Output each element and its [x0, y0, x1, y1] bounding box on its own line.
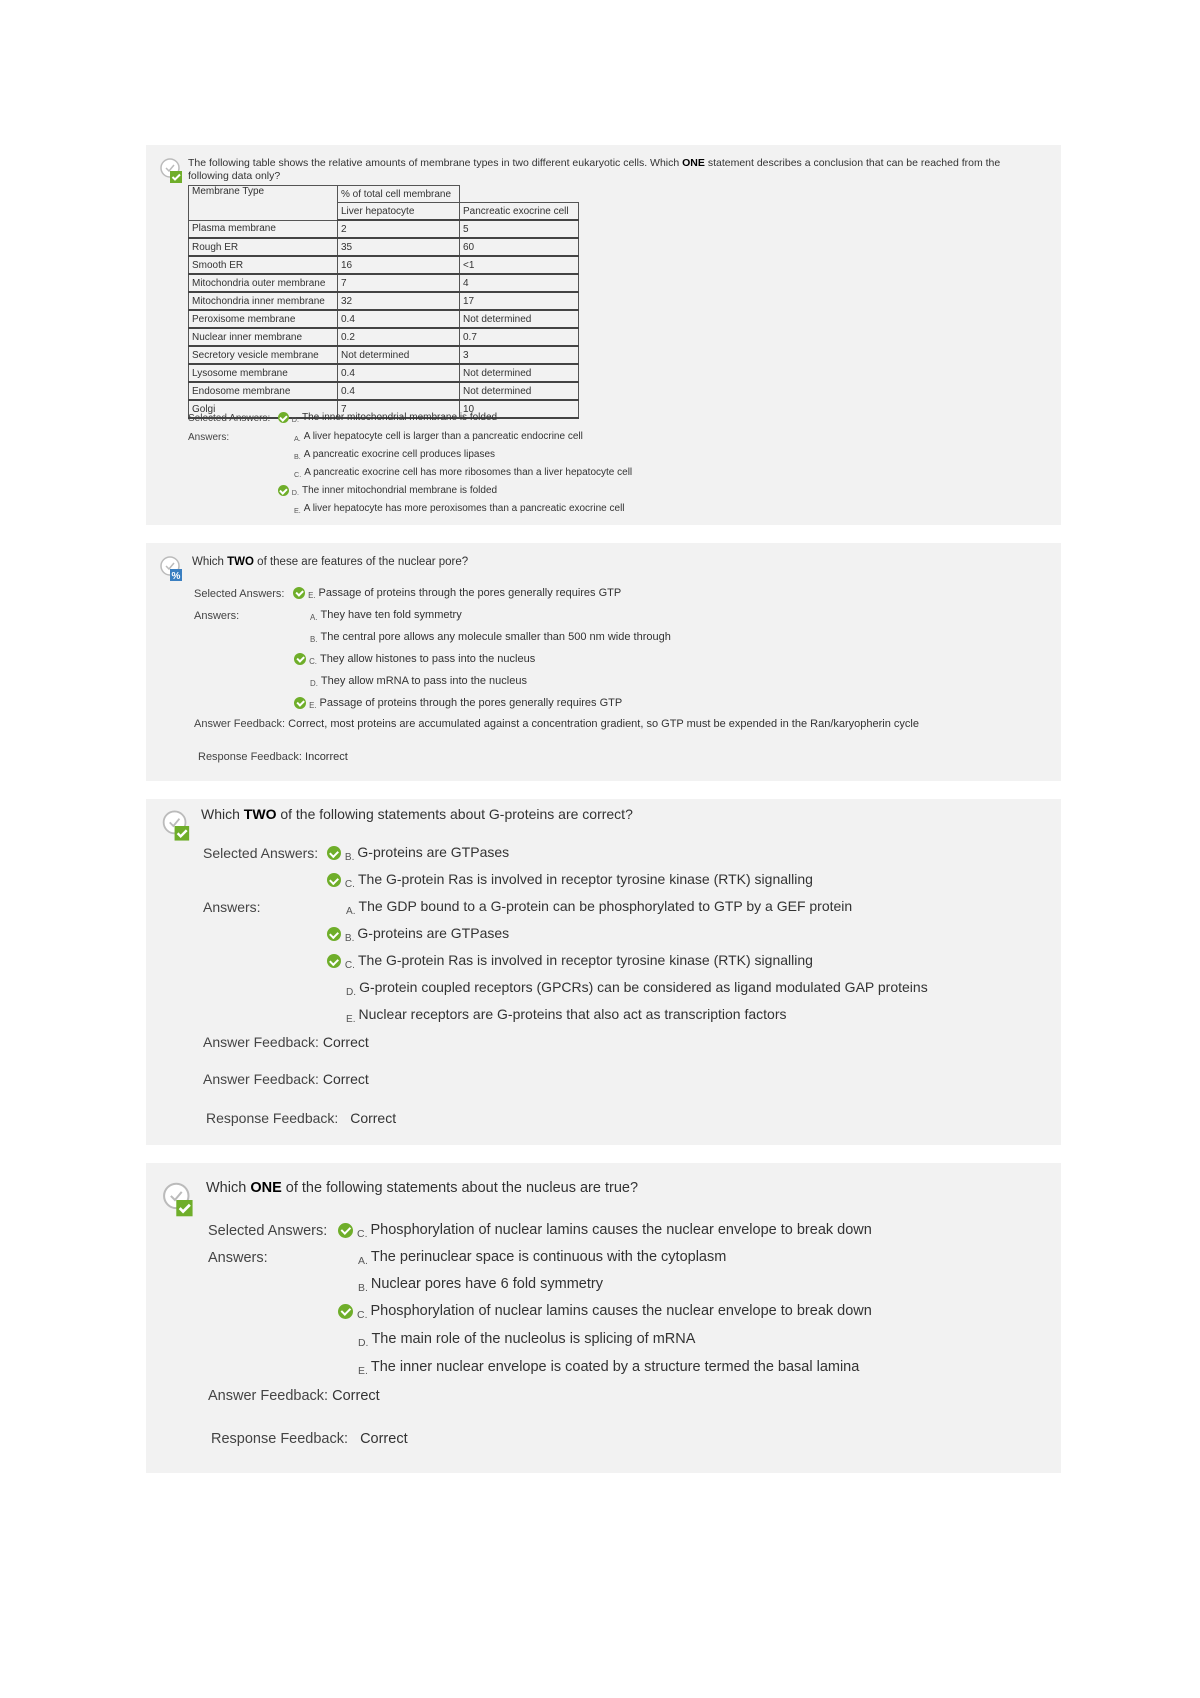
correct-check-icon	[338, 1304, 353, 1319]
response-feedback-label: Response Feedback:	[206, 1110, 339, 1126]
selected-answers-label: Selected Answers:	[208, 1223, 328, 1239]
table-row: Mitochondria outer membrane 7 4	[189, 274, 579, 292]
response-feedback-text: Incorrect	[305, 751, 348, 763]
table-row: Secretory vesicle membrane Not determined 3	[189, 346, 579, 364]
table-row: Nuclear inner membrane 0.2 0.7	[189, 328, 579, 346]
correct-check-icon	[278, 412, 289, 423]
correct-check-icon	[293, 587, 305, 599]
answer-feedback-text: Correct	[322, 1071, 369, 1087]
graded-correct-icon	[160, 809, 194, 843]
answer-feedback-label: Answer Feedback:	[194, 718, 286, 730]
question-panel-3	[146, 799, 1061, 1145]
response-feedback-label: Response Feedback:	[211, 1431, 349, 1447]
answer-feedback-text: Correct	[332, 1388, 380, 1404]
answer-option: C. Phosphorylation of nuclear lamins causes the nuclear envelope to break down	[338, 1303, 872, 1321]
selected-answers-label: Selected Answers:	[188, 413, 271, 424]
table-header: % of total cell membrane	[338, 186, 460, 203]
selected-answer: B. G-proteins are GTPases	[327, 844, 509, 863]
correct-check-icon	[327, 927, 341, 941]
answer-feedback	[203, 1034, 369, 1050]
correct-check-icon	[327, 954, 341, 968]
table-row: Lysosome membrane 0.4 Not determined	[189, 364, 579, 382]
correct-check-icon	[278, 485, 289, 496]
answer-feedback-label: Answer Feedback:	[208, 1388, 329, 1404]
membrane-table	[188, 185, 579, 419]
question-panel-4	[146, 1163, 1061, 1473]
answers-label: Answers:	[208, 1250, 268, 1266]
answer-option: B. The central pore allows any molecule smaller than 500 nm wide through	[310, 631, 671, 644]
answer-option: E. The inner nuclear envelope is coated by a structure termed the basal lamina	[358, 1359, 860, 1377]
graded-correct-icon	[158, 157, 186, 185]
answer-option: B. G-proteins are GTPases	[327, 925, 509, 944]
correct-check-icon	[338, 1223, 353, 1238]
response-feedback	[211, 1431, 408, 1447]
table-row: Endosome membrane 0.4 Not determined	[189, 382, 579, 400]
table-row: Peroxisome membrane 0.4 Not determined	[189, 310, 579, 328]
response-feedback-label: Response Feedback:	[198, 751, 302, 763]
response-feedback-text: Correct	[360, 1431, 408, 1447]
answer-feedback-text: Correct	[322, 1034, 369, 1050]
answer-option: A. A liver hepatocyte cell is larger than a pancreatic endocrine cell	[294, 431, 583, 443]
correct-check-icon	[294, 653, 306, 665]
response-feedback	[206, 1110, 396, 1126]
answer-option: D. G-protein coupled receptors (GPCRs) can be considered as ligand modulated GAP proteins	[346, 979, 928, 998]
answer-option: C. A pancreatic exocrine cell has more ribosomes than a liver hepatocyte cell	[294, 467, 633, 479]
answers-label: Answers:	[194, 610, 240, 622]
answers-label: Answers:	[203, 899, 261, 915]
svg-text:%: %	[171, 571, 181, 582]
table-header: Liver hepatocyte	[338, 203, 460, 221]
response-feedback	[198, 751, 348, 763]
question-panel-1	[146, 145, 1061, 525]
answer-feedback	[203, 1071, 369, 1087]
response-feedback-text: Correct	[350, 1110, 397, 1126]
answer-feedback	[194, 718, 919, 730]
correct-check-icon	[294, 697, 306, 709]
table-header: Membrane Type	[189, 186, 338, 221]
graded-correct-icon	[160, 1181, 198, 1219]
table-row: Smooth ER 16 <1	[189, 256, 579, 274]
answer-feedback-label: Answer Feedback:	[203, 1071, 319, 1087]
answer-option: A. They have ten fold symmetry	[310, 609, 462, 622]
answer-option: D. They allow mRNA to pass into the nucleus	[310, 675, 527, 688]
question-text: The following table shows the relative amounts of membrane types in two different eukaryotic cells. Which ONE statement describes a conclusion that can be reached from the following data only?	[188, 157, 1001, 182]
selected-answer: D. The inner mitochondrial membrane is folded	[278, 412, 497, 424]
question-text: Which ONE of the following statements about the nucleus are true?	[206, 1180, 639, 1196]
answer-option: A. The GDP bound to a G-protein can be phosphorylated to GTP by a GEF protein	[346, 898, 853, 917]
answer-option: E. Passage of proteins through the pores generally requires GTP	[294, 697, 622, 710]
selected-answer: C. Phosphorylation of nuclear lamins causes the nuclear envelope to break down	[338, 1222, 872, 1240]
selected-answer: C. The G-protein Ras is involved in receptor tyrosine kinase (RTK) signalling	[327, 871, 813, 890]
table-header: Pancreatic exocrine cell	[460, 203, 579, 221]
table-row: Rough ER 35 60	[189, 238, 579, 256]
table-row: Golgi 7 10	[189, 400, 579, 418]
table-row: Plasma membrane 2 5	[189, 220, 579, 238]
answer-option: B. Nuclear pores have 6 fold symmetry	[358, 1276, 603, 1294]
selected-answers-label: Selected Answers:	[194, 588, 285, 600]
answer-option: A. The perinuclear space is continuous with the cytoplasm	[358, 1249, 727, 1267]
answer-option: E. A liver hepatocyte has more peroxisomes than a pancreatic exocrine cell	[294, 503, 625, 515]
answer-option: D. The main role of the nucleolus is splicing of mRNA	[358, 1331, 696, 1349]
question-text: Which TWO of the following statements about G-proteins are correct?	[201, 806, 633, 822]
answer-option: C. The G-protein Ras is involved in receptor tyrosine kinase (RTK) signalling	[327, 952, 813, 971]
graded-incorrect-icon	[158, 555, 186, 583]
answer-option: B. A pancreatic exocrine cell produces lipases	[294, 449, 496, 461]
answer-option: C. They allow histones to pass into the nucleus	[294, 653, 535, 666]
question-panel-2	[146, 543, 1061, 781]
answer-option: E. Nuclear receptors are G-proteins that also act as transcription factors	[346, 1006, 787, 1025]
answer-feedback	[208, 1388, 380, 1404]
selected-answers-label: Selected Answers:	[203, 845, 319, 861]
answer-feedback-text: Correct, most proteins are accumulated against a concentration gradient, so GTP must be expended in the Ran/karyopherin cycle	[288, 718, 919, 730]
question-text: Which TWO of these are features of the nuclear pore?	[192, 556, 469, 568]
selected-answer: E. Passage of proteins through the pores generally requires GTP	[293, 587, 621, 600]
answer-option: D. The inner mitochondrial membrane is folded	[278, 485, 497, 497]
correct-check-icon	[327, 846, 341, 860]
answer-feedback-label: Answer Feedback:	[203, 1034, 319, 1050]
answers-label: Answers:	[188, 432, 230, 443]
correct-check-icon	[327, 873, 341, 887]
table-row: Mitochondria inner membrane 32 17	[189, 292, 579, 310]
